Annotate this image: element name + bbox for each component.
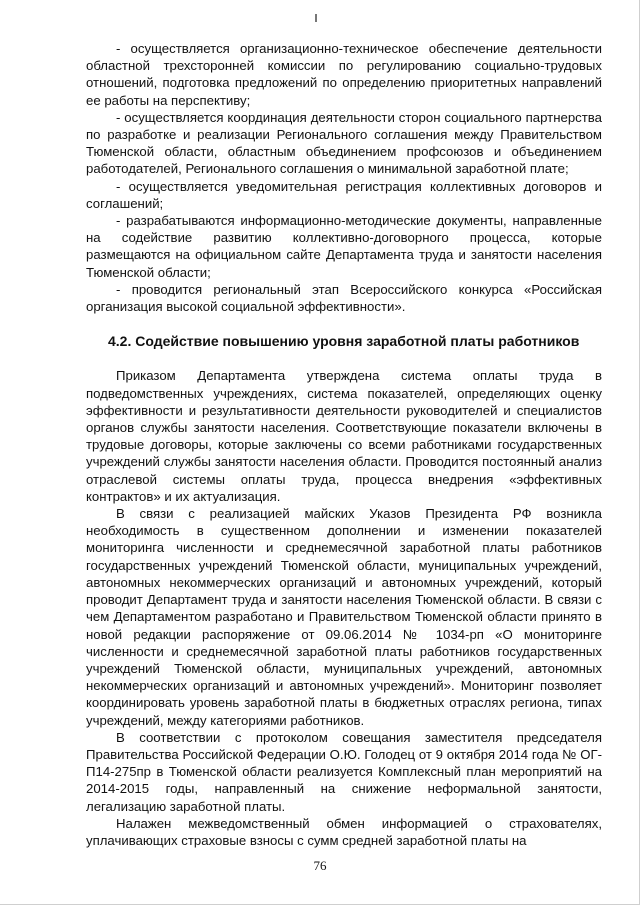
paragraph: В соответствии с протоколом совещания заместителя председателя Правительства Российской Федерации О.Ю. Голодец от 9 октября 2014 года № ОГ-П14-275пр в Тюменской области реализуется Комплексный план мероприятий на 2014-2015 годы, направленный на снижение неформальной занятости, легализацию заработной платы. bbox=[86, 729, 602, 814]
paragraph: Приказом Департамента утверждена система оплаты труда в подведомственных учреждениях, система показателей, определяющих оценку эффективности и результативности деятельности руководителей и специалистов органов службы занятости населения. Соответствующие показатели включены в трудовые договоры, которые заключены со всеми работниками государственных учреждений службы занятости населения области. Проводится постоянный анализ отраслевой системы оплаты труда, процесса внедрения «эффективных контрактов» и их актуализация. bbox=[86, 368, 602, 504]
page-content bbox=[86, 40, 602, 849]
section-heading: 4.2. Содействие повышению уровня заработной платы работников bbox=[108, 333, 580, 350]
page-number: 76 bbox=[313, 858, 327, 873]
paragraph: - проводится региональный этап Всероссийского конкурса «Российская организация высокой социальной эффективности». bbox=[86, 281, 602, 315]
scan-mark bbox=[315, 14, 317, 22]
paragraph: - разрабатываются информационно-методические документы, направленные на содействие развитию коллективно-договорного процесса, которые размещаются на официальном сайте Департамента труда и занятости населения Тюменской области; bbox=[86, 213, 602, 280]
paragraph: Налажен межведомственный обмен информацией о страхователях, уплачивающих страховые взносы с сумм средней заработной платы на bbox=[86, 815, 602, 848]
paragraph: - осуществляется организационно-техническое обеспечение деятельности областной трехсторонней комиссии по регулированию социально-трудовых отношений, подготовка предложений по определению приоритетных направлений ее работы на перспективу; bbox=[86, 41, 602, 108]
paragraph: - осуществляется координация деятельности сторон социального партнерства по разработке и реализации Регионального соглашения между Правительством Тюменской области, областным объединением профсоюзов и объединением работодателей, Регионального соглашения о минимальной заработной плате; bbox=[86, 109, 602, 177]
paragraph: - осуществляется уведомительная регистрация коллективных договоров и соглашений; bbox=[86, 178, 602, 211]
paragraph: В связи с реализацией майских Указов Президента РФ возникла необходимость в существенном дополнении и изменении показателей мониторинга численности и среднемесячной заработной платы работников государственных учреждений Тюменской области, муниципальных учреждений, автономных некоммерческих организаций и автономных учреждений, который проводит Департамент труда и занятости населения Тюменской области. В связи с чем Департаментом разработано и Правительством Тюменской области принято в новой редакции распоряжение от 09.06.2014 № 1034-рп «О мониторинге численности и среднемесячной заработной платы работников государственных учреждений Тюменской области, муниципальных учреждений, автономных некоммерческих организаций и автономных учреждений». Мониторинг позволяет координировать уровень заработной платы в бюджетных отраслях региона, типах учреждений, между категориями работников. bbox=[86, 506, 602, 728]
